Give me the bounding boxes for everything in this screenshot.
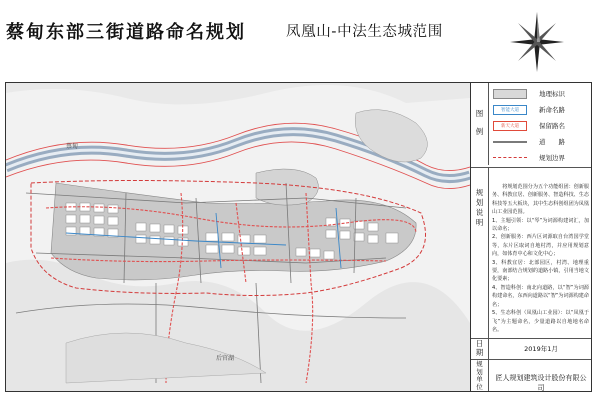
planning-notes: 将规划范围分为五个功能组团：创新服务、科教宜居、创新服务、智造科技、生态科技等五大板块，其中生态科创组团为凤凰山工业园范围。 1、主题引领：以“琴”为词源构建词汇，加以命名； 2、创新服务：西片区词源取自台湾国学堂等，东片区取词自地村湾，并应用规划意向，如体育中心和文化中心； 3、科教宜居：北部园区，村湾、地理重要，南部结合规划的道路小镇，引用当地文化要素； 4、智造科创：南北向道路，以“智”为词源构建命名，东西向道路以“智”为词源构建命名； 5、生态科创（凤凰山工业园）：以“凤凰于飞”为主题命名，少量道路以自地地名命名。 xyxy=(492,184,589,333)
map-drawing xyxy=(6,83,470,391)
label-caidian: 蔡甸 xyxy=(66,143,79,150)
legend-item-boundary: 规划边界 xyxy=(493,151,589,165)
notes-section-label: 规 划 说 明 xyxy=(471,168,489,338)
legend-panel xyxy=(470,83,591,391)
legend-item-retained-road: 新天大道 保留路名 xyxy=(493,119,589,133)
legend-item-new-road: 智能大道 新命名路 xyxy=(493,103,589,117)
label-houguan: 后官湖 xyxy=(216,355,235,362)
planning-unit: 匠人规划建筑设计股份有限公司 xyxy=(495,374,587,392)
north-arrow-icon xyxy=(506,8,568,76)
legend-item-road: 道 路 xyxy=(493,135,589,149)
plan-map[interactable] xyxy=(6,83,470,391)
legend-item-landmark: 地理标识 xyxy=(493,87,589,101)
date-label: 日 期 xyxy=(471,339,489,359)
plan-date: 2019年1月 xyxy=(524,345,558,353)
legend-section-label: 图 例 xyxy=(471,83,489,165)
unit-label: 规 划 单 位 xyxy=(471,360,489,391)
page-title: 蔡甸东部三街道路命名规划 xyxy=(6,22,246,43)
page-subtitle: 凤凰山-中法生态城范围 xyxy=(286,24,443,40)
